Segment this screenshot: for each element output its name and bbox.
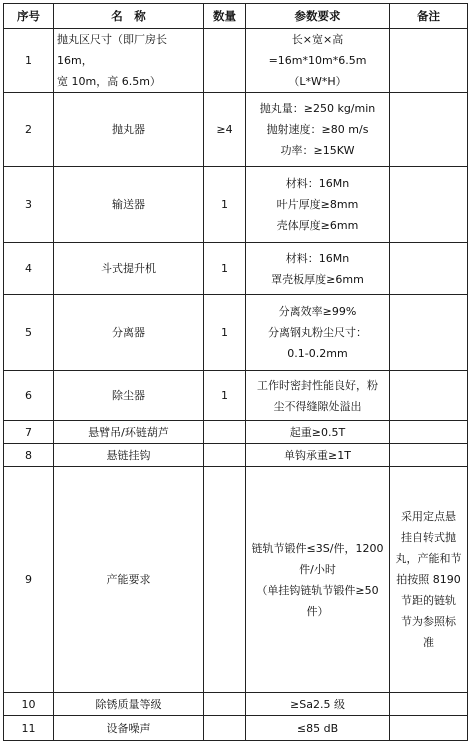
cell-line: 工作时密封性能良好，粉 bbox=[257, 378, 378, 392]
cell-qty: 1 bbox=[204, 243, 246, 295]
cell-line: 件/小时 bbox=[299, 562, 336, 576]
cell-line: 抛丸区尺寸（即厂房长 16m， bbox=[57, 33, 167, 67]
cell-line: 功率：≥15KW bbox=[280, 144, 355, 157]
cell-name bbox=[54, 467, 204, 693]
table-row bbox=[4, 421, 468, 444]
cell-name bbox=[54, 93, 204, 167]
table-row bbox=[4, 467, 468, 693]
cell-name bbox=[54, 371, 204, 421]
cell-no: 7 bbox=[4, 421, 54, 444]
cell-no: 2 bbox=[4, 93, 54, 167]
cell-name bbox=[54, 167, 204, 243]
table-row bbox=[4, 716, 468, 741]
cell-line: 节为参照标 bbox=[401, 615, 456, 628]
cell-params bbox=[246, 693, 390, 716]
cell-note bbox=[390, 29, 468, 93]
cell-name bbox=[54, 444, 204, 467]
cell-line: 悬臂吊/环链葫芦 bbox=[88, 425, 169, 439]
cell-name bbox=[54, 295, 204, 371]
header-name: 名 称 bbox=[54, 4, 204, 29]
cell-line: ≤85 dB bbox=[296, 721, 339, 735]
cell-line: 起重≥0.5T bbox=[289, 425, 346, 439]
cell-line: 抛丸量：≥250 kg/min bbox=[259, 102, 376, 115]
cell-line: 分离钢丸粉尘尺寸： bbox=[268, 326, 367, 339]
cell-line: 输送器 bbox=[112, 198, 145, 211]
cell-params bbox=[246, 29, 390, 93]
header-row bbox=[4, 4, 468, 29]
cell-line: 单钩承重≥1T bbox=[284, 448, 351, 462]
cell-params bbox=[246, 716, 390, 741]
header-params: 参数要求 bbox=[246, 4, 390, 29]
cell-name bbox=[54, 693, 204, 716]
cell-line: 材料：16Mn bbox=[285, 251, 350, 265]
cell-line: 除锈质量等级 bbox=[95, 697, 162, 711]
table-row bbox=[4, 93, 468, 167]
cell-no: 3 bbox=[4, 167, 54, 243]
cell-params bbox=[246, 295, 390, 371]
cell-no: 9 bbox=[4, 467, 54, 693]
cell-line: 除尘器 bbox=[112, 389, 145, 402]
cell-params bbox=[246, 371, 390, 421]
cell-qty bbox=[204, 467, 246, 693]
cell-qty bbox=[204, 716, 246, 741]
cell-name bbox=[54, 243, 204, 295]
cell-line: 挂自转式抛 bbox=[401, 531, 456, 544]
cell-line: 分离器 bbox=[112, 326, 145, 339]
cell-line: 产能要求 bbox=[106, 573, 151, 586]
cell-no: 11 bbox=[4, 716, 54, 741]
cell-note bbox=[390, 421, 468, 444]
table-row bbox=[4, 167, 468, 243]
cell-params bbox=[246, 444, 390, 467]
cell-params bbox=[246, 93, 390, 167]
cell-line: 抛射速度：≥80 m/s bbox=[266, 123, 369, 136]
cell-line: 罩壳板厚度≥6mm bbox=[271, 272, 364, 286]
cell-line: 抛丸器 bbox=[112, 123, 145, 136]
cell-note bbox=[390, 371, 468, 421]
cell-line: 材料：16Mn bbox=[285, 177, 350, 190]
cell-line: 尘不得缝隙处溢出 bbox=[273, 399, 362, 413]
cell-qty: 1 bbox=[204, 371, 246, 421]
cell-line: 长×宽×高 bbox=[291, 33, 344, 46]
header-qty: 数量 bbox=[204, 4, 246, 29]
cell-note bbox=[390, 693, 468, 716]
cell-line: 壳体厚度≥6mm bbox=[276, 219, 359, 232]
cell-line: 宽 10m，高 6.5m） bbox=[57, 75, 161, 88]
spec-table bbox=[3, 3, 468, 741]
cell-name bbox=[54, 716, 204, 741]
cell-line: 拍按照 8190 bbox=[396, 573, 461, 586]
cell-qty bbox=[204, 29, 246, 93]
cell-no: 8 bbox=[4, 444, 54, 467]
table-row bbox=[4, 444, 468, 467]
cell-line: 采用定点悬 bbox=[401, 510, 456, 523]
cell-note bbox=[390, 243, 468, 295]
cell-line: 件） bbox=[306, 604, 329, 618]
cell-line: 节距的链轨 bbox=[401, 594, 456, 607]
cell-qty bbox=[204, 421, 246, 444]
cell-note bbox=[390, 444, 468, 467]
cell-line: 设备噪声 bbox=[106, 721, 151, 735]
cell-line: 准 bbox=[423, 636, 434, 649]
table-row bbox=[4, 243, 468, 295]
cell-no: 4 bbox=[4, 243, 54, 295]
cell-line: 叶片厚度≥8mm bbox=[276, 198, 359, 211]
cell-line: 分离效率≥99% bbox=[278, 305, 357, 318]
cell-name bbox=[54, 421, 204, 444]
cell-params bbox=[246, 421, 390, 444]
cell-no: 5 bbox=[4, 295, 54, 371]
cell-params bbox=[246, 243, 390, 295]
cell-line: ≥Sa2.5 级 bbox=[290, 697, 345, 711]
cell-line: 链轨节锻件≤3S/件，1200 bbox=[251, 541, 384, 555]
table-row bbox=[4, 693, 468, 716]
cell-note bbox=[390, 716, 468, 741]
table-row bbox=[4, 371, 468, 421]
cell-no: 1 bbox=[4, 29, 54, 93]
cell-note bbox=[390, 93, 468, 167]
cell-line: 斗式提升机 bbox=[101, 262, 156, 275]
cell-line: （单挂钩链轨节锻件≥50 bbox=[256, 583, 379, 597]
cell-line: 丸，产能和节 bbox=[395, 552, 462, 565]
cell-note bbox=[390, 167, 468, 243]
cell-line: =16m*10m*6.5m（L*W*H） bbox=[268, 54, 367, 88]
header-no: 序号 bbox=[4, 4, 54, 29]
cell-qty bbox=[204, 444, 246, 467]
cell-note bbox=[390, 467, 468, 693]
cell-params bbox=[246, 467, 390, 693]
cell-params bbox=[246, 167, 390, 243]
table-row bbox=[4, 295, 468, 371]
cell-qty bbox=[204, 693, 246, 716]
cell-no: 6 bbox=[4, 371, 54, 421]
cell-no: 10 bbox=[4, 693, 54, 716]
cell-name bbox=[54, 29, 204, 93]
table-body bbox=[4, 29, 468, 741]
header-note: 备注 bbox=[390, 4, 468, 29]
cell-qty: ≥4 bbox=[204, 93, 246, 167]
cell-qty: 1 bbox=[204, 167, 246, 243]
cell-line: 0.1-0.2mm bbox=[287, 347, 348, 360]
cell-line: 悬链挂钩 bbox=[106, 448, 151, 462]
cell-qty: 1 bbox=[204, 295, 246, 371]
table-row bbox=[4, 29, 468, 93]
cell-note bbox=[390, 295, 468, 371]
